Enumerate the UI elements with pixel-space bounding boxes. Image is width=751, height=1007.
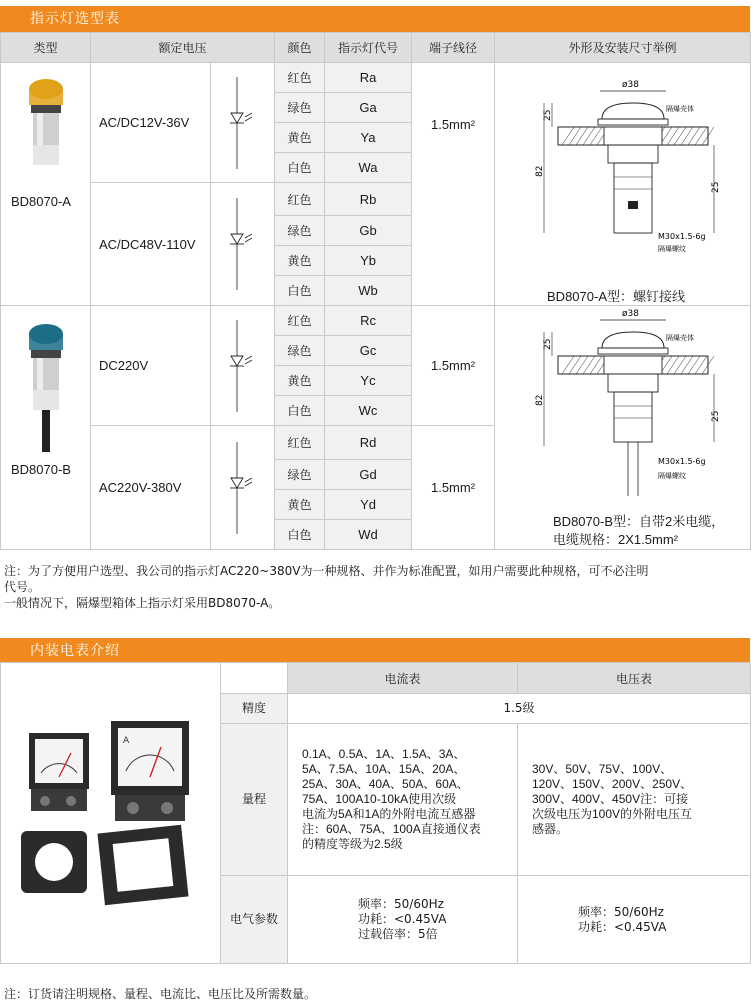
- dim-diameter: ø38: [621, 80, 639, 90]
- dim-total-height: 82: [534, 165, 545, 177]
- code-cell: Ga: [325, 93, 412, 123]
- text-line: 的精度等级为2.5级: [302, 837, 403, 851]
- voltage-cell: AC/DC12V-36V: [91, 63, 211, 183]
- text-line: 过载倍率：5倍: [358, 927, 438, 941]
- color-cell: 黄色: [275, 366, 325, 396]
- code-cell: Ra: [325, 63, 412, 93]
- led-symbol-icon: [226, 77, 260, 169]
- text-line: 次级电压为100V的外附电压互: [532, 807, 693, 821]
- dimension-drawing-a: [534, 77, 738, 277]
- drawing-cell: [495, 306, 751, 550]
- led-symbol-cell: [211, 426, 275, 550]
- code-cell: Wb: [325, 276, 412, 306]
- text-line: 感器。: [532, 822, 569, 836]
- code-cell: Yc: [325, 366, 412, 396]
- led-symbol-icon: [226, 442, 260, 534]
- text-line: 5A、7.5A、10A、15A、20A、: [302, 762, 466, 776]
- text-line: 0.1A、0.5A、1A、1.5A、3A、: [302, 747, 466, 761]
- indicator-lamp-image: [14, 320, 78, 455]
- header-code: 指示灯代号: [325, 33, 412, 63]
- color-cell: 白色: [275, 153, 325, 183]
- color-cell: 绿色: [275, 460, 325, 490]
- color-cell: 绿色: [275, 216, 325, 246]
- drawing-cell: [495, 63, 751, 306]
- color-cell: 红色: [275, 306, 325, 336]
- electrical-label: 电气参数: [221, 876, 288, 964]
- header-wire: 端子线径: [412, 33, 495, 63]
- indicator-selection-table: [0, 32, 751, 550]
- table-header-row: [1, 33, 751, 63]
- section-title-meters: 内装电表介绍: [30, 643, 120, 659]
- label-housing: 隔爆壳体: [665, 105, 694, 113]
- label-nut: 隔爆螺纹: [657, 245, 686, 253]
- table-row: [1, 63, 751, 93]
- led-symbol-icon: [226, 198, 260, 290]
- label-housing: 隔爆壳体: [665, 334, 694, 342]
- code-cell: Gc: [325, 336, 412, 366]
- code-cell: Yb: [325, 246, 412, 276]
- dim-height-top: 25: [542, 109, 553, 121]
- text-line: 75A、100A10-10kA使用次级: [302, 792, 457, 806]
- led-symbol-icon: [226, 320, 260, 412]
- text-line: 功耗：<0.45VA: [578, 919, 667, 934]
- color-cell: 白色: [275, 396, 325, 426]
- color-cell: 白色: [275, 276, 325, 306]
- wire-cell: 1.5mm²: [412, 63, 495, 306]
- dim-diameter: ø38: [621, 309, 639, 319]
- header-type: 类型: [1, 33, 91, 63]
- section-title: 指示灯选型表: [30, 11, 120, 27]
- dim-height-bottom: 25: [710, 181, 721, 193]
- code-cell: Wc: [325, 396, 412, 426]
- type-name: BD8070-A: [11, 194, 71, 209]
- text-line: 功耗：<0.45VA: [358, 912, 447, 926]
- voltmeter-range: [518, 724, 751, 876]
- header-voltage: 额定电压: [91, 33, 275, 63]
- meter-photo-cell: [1, 663, 221, 964]
- meter-letter: A: [122, 736, 129, 746]
- header-dimensions: 外形及安装尺寸举例: [495, 33, 751, 63]
- order-note: 注：订货请注明规格、量程、电流比、电压比及所需数量。: [4, 987, 317, 1001]
- color-cell: 绿色: [275, 93, 325, 123]
- dim-height-bottom: 25: [710, 410, 721, 422]
- type-name: BD8070-B: [11, 462, 71, 477]
- led-symbol-cell: [211, 63, 275, 183]
- led-symbol-cell: [211, 183, 275, 306]
- dimension-drawing-b: [534, 306, 738, 506]
- precision-label: 精度: [221, 694, 288, 724]
- precision-value: 1.5级: [288, 694, 751, 724]
- ammeter-params: [288, 876, 518, 964]
- code-cell: Gd: [325, 460, 412, 490]
- code-cell: Ya: [325, 123, 412, 153]
- code-cell: Rb: [325, 183, 412, 216]
- voltage-cell: AC/DC48V-110V: [91, 183, 211, 306]
- selection-note: 注：为了方便用户选型、我公司的指示灯AC220~380V为一种规格、并作为标准配置，如用户需要此种规格，可不必注明 代号。 一般情况下，隔爆型箱体上指示灯采用BD8070-A。: [4, 564, 649, 610]
- range-label: 量程: [221, 724, 288, 876]
- text-line: 频率：50/60Hz: [358, 897, 444, 911]
- text-line: 注：60A、75A、100A直接通仪表: [302, 822, 481, 836]
- color-cell: 红色: [275, 183, 325, 216]
- ammeter-range: [288, 724, 518, 876]
- wire-cell: 1.5mm²: [412, 426, 495, 550]
- color-cell: 红色: [275, 63, 325, 93]
- section-title-bar: [0, 6, 750, 32]
- text-line: 电流为5A和1A的外附电流互感器: [302, 807, 476, 821]
- color-cell: 红色: [275, 426, 325, 460]
- code-cell: Gb: [325, 216, 412, 246]
- label-thread: M30x1.5-6g: [657, 457, 706, 466]
- color-cell: 黄色: [275, 123, 325, 153]
- color-cell: 绿色: [275, 336, 325, 366]
- voltmeter-params: [518, 876, 751, 964]
- header-color: 颜色: [275, 33, 325, 63]
- color-cell: 白色: [275, 520, 325, 550]
- col-voltmeter: 电压表: [518, 663, 751, 694]
- type-cell: [1, 306, 91, 550]
- color-cell: 黄色: [275, 490, 325, 520]
- label-nut: 隔爆螺纹: [657, 472, 686, 480]
- code-cell: Yd: [325, 490, 412, 520]
- type-cell: [1, 63, 91, 306]
- panel-meter-image: [11, 711, 211, 911]
- dim-height-top: 25: [542, 338, 553, 350]
- led-symbol-cell: [211, 306, 275, 426]
- text-line: 300V、400V、450V注：可接: [532, 792, 689, 806]
- dim-total-height: 82: [534, 394, 545, 406]
- voltage-cell: AC220V-380V: [91, 426, 211, 550]
- text-line: 30V、50V、75V、100V、: [532, 762, 673, 776]
- code-cell: Rd: [325, 426, 412, 460]
- code-cell: Rc: [325, 306, 412, 336]
- meter-table: [0, 662, 751, 964]
- section-title-bar-meters: [0, 638, 750, 664]
- text-line: 120V、150V、200V、250V、: [532, 777, 693, 791]
- meter-header-row: [1, 663, 751, 694]
- drawing-caption: BD8070-A型：螺钉接线: [547, 289, 685, 304]
- drawing-caption: BD8070-B型：自带2米电缆， 电缆规格：2X1.5mm²: [553, 514, 725, 547]
- code-cell: Wd: [325, 520, 412, 550]
- label-thread: M30x1.5-6g: [657, 232, 706, 241]
- color-cell: 黄色: [275, 246, 325, 276]
- col-ammeter: 电流表: [288, 663, 518, 694]
- wire-cell: 1.5mm²: [412, 306, 495, 426]
- code-cell: Wa: [325, 153, 412, 183]
- text-line: 25A、30A、40A、50A、60A、: [302, 777, 469, 791]
- voltage-cell: DC220V: [91, 306, 211, 426]
- text-line: 频率：50/60Hz: [578, 904, 664, 919]
- table-row: [1, 306, 751, 336]
- indicator-lamp-image: [14, 75, 78, 185]
